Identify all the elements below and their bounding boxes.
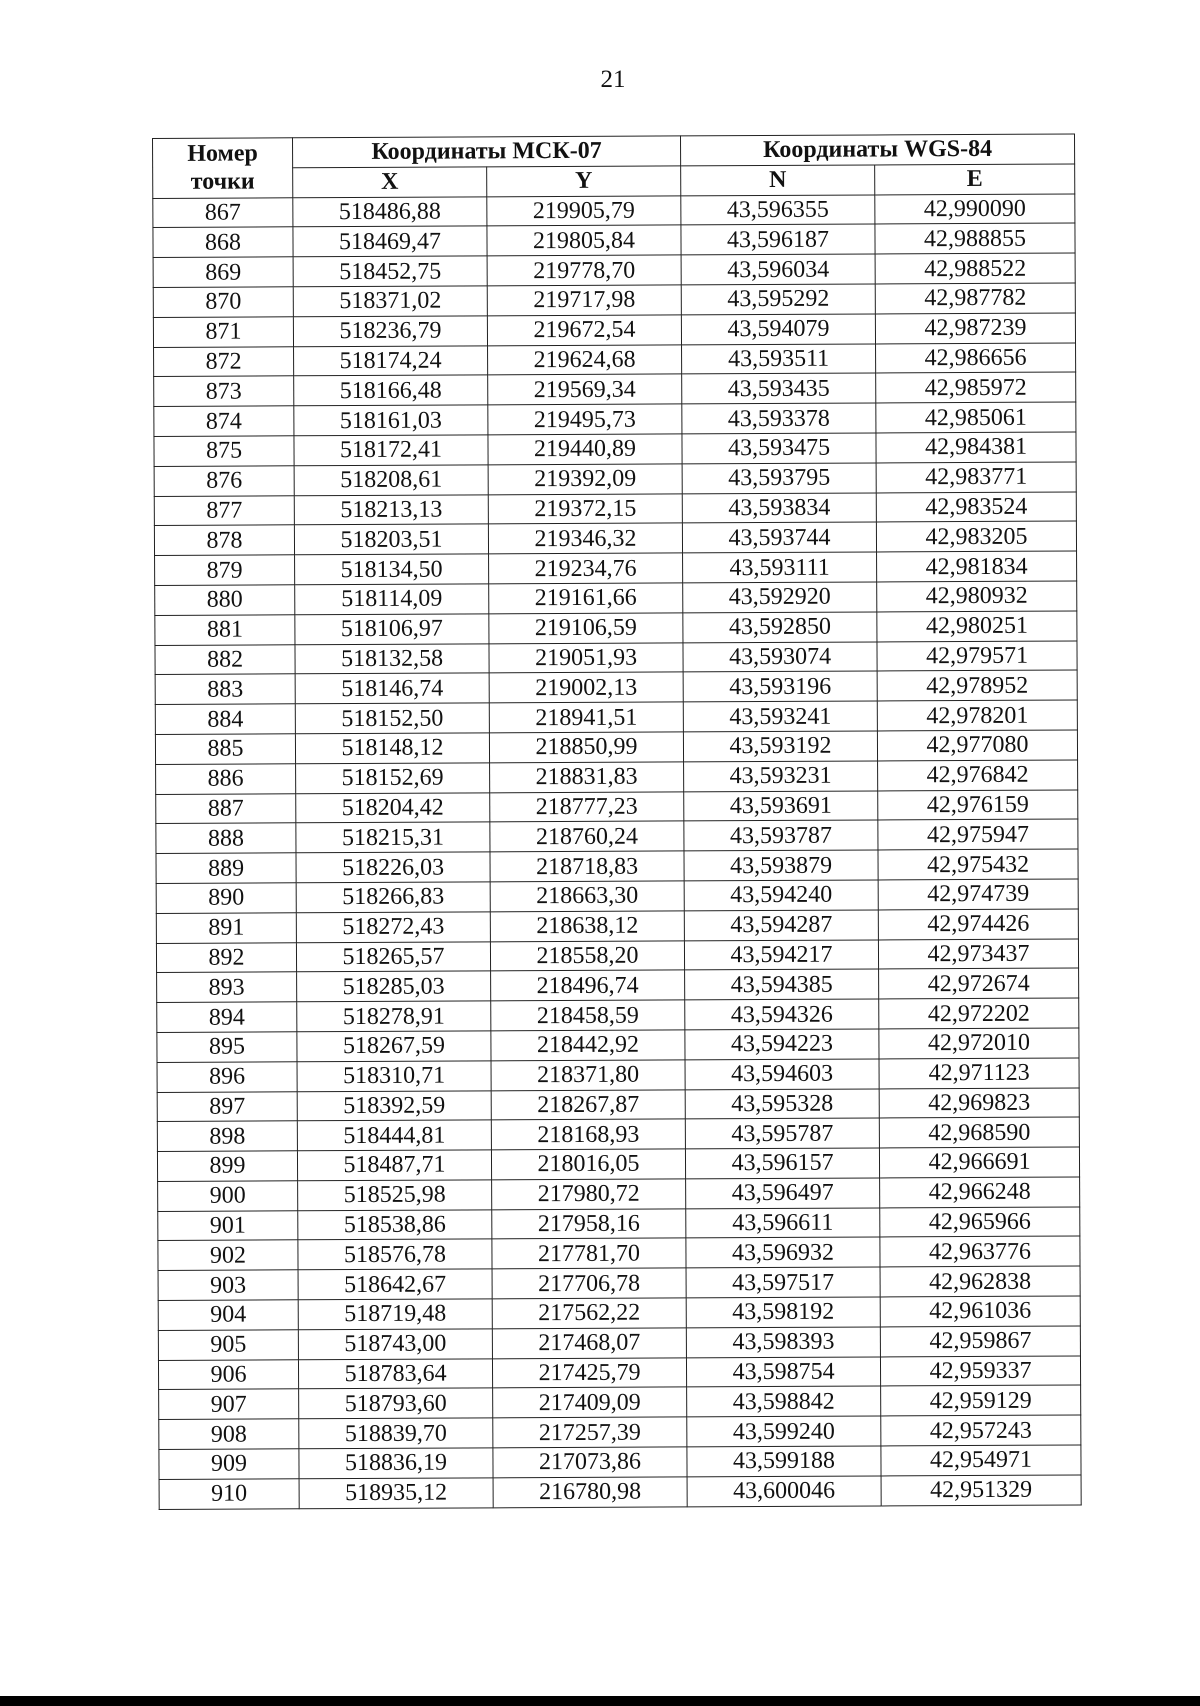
table-row xyxy=(157,998,1079,1032)
cell-e: 42,974739 xyxy=(878,879,1078,910)
cell-y: 218016,05 xyxy=(491,1149,685,1180)
table-row xyxy=(155,551,1077,585)
cell-e: 42,972202 xyxy=(879,998,1079,1029)
table-row xyxy=(154,372,1076,406)
cell-point-number: 906 xyxy=(158,1359,298,1389)
cell-point-number: 901 xyxy=(158,1210,298,1240)
cell-point-number: 903 xyxy=(158,1270,298,1300)
cell-x: 518236,79 xyxy=(293,316,487,347)
table-row xyxy=(156,760,1078,794)
cell-point-number: 904 xyxy=(158,1300,298,1330)
cell-point-number: 900 xyxy=(158,1181,298,1211)
cell-n: 43,593196 xyxy=(683,671,877,702)
cell-e: 42,987782 xyxy=(875,283,1075,314)
cell-x: 518266,83 xyxy=(296,882,490,913)
cell-x: 518146,74 xyxy=(295,673,489,704)
cell-point-number: 877 xyxy=(154,495,294,525)
cell-e: 42,984381 xyxy=(876,432,1076,463)
header-y: Y xyxy=(487,166,681,197)
cell-y: 218371,80 xyxy=(491,1060,685,1091)
cell-point-number: 909 xyxy=(159,1449,299,1479)
cell-x: 518208,61 xyxy=(294,465,488,496)
cell-e: 42,963776 xyxy=(880,1236,1080,1267)
cell-x: 518226,03 xyxy=(296,852,490,883)
cell-y: 218941,51 xyxy=(489,702,683,733)
table-row xyxy=(154,343,1076,377)
cell-point-number: 894 xyxy=(157,1002,297,1032)
table-row xyxy=(156,819,1078,853)
cell-e: 42,980251 xyxy=(877,611,1077,642)
table-row xyxy=(153,194,1075,228)
cell-y: 218850,99 xyxy=(489,732,683,763)
page-number: 21 xyxy=(600,66,626,93)
cell-n: 43,593241 xyxy=(683,701,877,732)
cell-y: 218760,24 xyxy=(490,821,684,852)
cell-y: 217562,22 xyxy=(492,1298,686,1329)
cell-e: 42,988522 xyxy=(875,253,1075,284)
cell-n: 43,593511 xyxy=(682,344,876,375)
cell-x: 518538,86 xyxy=(298,1210,492,1241)
cell-x: 518310,71 xyxy=(297,1061,491,1092)
cell-x: 518172,41 xyxy=(294,435,488,466)
table-row xyxy=(153,223,1075,257)
cell-e: 42,965966 xyxy=(880,1207,1080,1238)
cell-x: 518134,50 xyxy=(295,554,489,585)
cell-e: 42,975432 xyxy=(878,849,1078,880)
cell-y: 218777,23 xyxy=(490,791,684,822)
cell-point-number: 870 xyxy=(153,287,293,317)
cell-y: 218267,87 xyxy=(491,1089,685,1120)
cell-x: 518743,00 xyxy=(298,1329,492,1360)
cell-e: 42,962838 xyxy=(880,1266,1080,1297)
table-row xyxy=(158,1236,1080,1270)
header-msk07-group: Координаты МСК-07 xyxy=(293,136,681,168)
table-row xyxy=(158,1207,1080,1241)
cell-y: 219161,66 xyxy=(489,583,683,614)
cell-n: 43,593787 xyxy=(684,820,878,851)
cell-point-number: 889 xyxy=(156,853,296,883)
cell-point-number: 872 xyxy=(154,346,294,376)
header-n: N xyxy=(681,165,875,196)
cell-n: 43,594079 xyxy=(681,314,875,345)
table-row xyxy=(155,670,1077,704)
cell-x: 518272,43 xyxy=(296,912,490,943)
cell-e: 42,968590 xyxy=(879,1117,1079,1148)
cell-x: 518213,13 xyxy=(294,494,488,525)
cell-y: 217073,86 xyxy=(493,1447,687,1478)
cell-e: 42,959867 xyxy=(880,1326,1080,1357)
cell-n: 43,593795 xyxy=(682,463,876,494)
header-point-number-label: Номер точки xyxy=(187,140,258,196)
cell-point-number: 884 xyxy=(155,704,295,734)
table-row xyxy=(154,402,1076,436)
table-row xyxy=(159,1385,1081,1419)
cell-e: 42,966691 xyxy=(879,1147,1079,1178)
cell-x: 518525,98 xyxy=(298,1180,492,1211)
cell-y: 217468,07 xyxy=(492,1328,686,1359)
cell-n: 43,593879 xyxy=(684,850,878,881)
header-e: E xyxy=(875,164,1075,195)
cell-point-number: 886 xyxy=(156,764,296,794)
table-row xyxy=(158,1177,1080,1211)
cell-point-number: 891 xyxy=(156,913,296,943)
table-row xyxy=(154,432,1076,466)
cell-x: 518203,51 xyxy=(294,524,488,555)
cell-n: 43,593475 xyxy=(682,433,876,464)
cell-point-number: 899 xyxy=(157,1151,297,1181)
cell-n: 43,592850 xyxy=(683,612,877,643)
cell-point-number: 887 xyxy=(156,793,296,823)
cell-y: 218831,83 xyxy=(490,762,684,793)
cell-n: 43,596157 xyxy=(685,1148,879,1179)
scan-edge-bar xyxy=(0,1696,1200,1706)
cell-n: 43,593834 xyxy=(682,493,876,524)
header-x: X xyxy=(293,167,487,198)
cell-e: 42,974426 xyxy=(878,909,1078,940)
cell-e: 42,957243 xyxy=(881,1415,1081,1446)
cell-x: 518152,69 xyxy=(296,763,490,794)
table-row xyxy=(158,1296,1080,1330)
cell-y: 219002,13 xyxy=(489,672,683,703)
cell-y: 217706,78 xyxy=(492,1268,686,1299)
cell-point-number: 905 xyxy=(158,1330,298,1360)
cell-y: 217781,70 xyxy=(492,1238,686,1269)
cell-n: 43,594217 xyxy=(684,939,878,970)
cell-y: 218663,30 xyxy=(490,881,684,912)
cell-e: 42,983524 xyxy=(876,492,1076,523)
cell-e: 42,981834 xyxy=(877,551,1077,582)
cell-e: 42,977080 xyxy=(877,730,1077,761)
cell-y: 217980,72 xyxy=(492,1179,686,1210)
cell-e: 42,985972 xyxy=(876,372,1076,403)
table-row xyxy=(157,1028,1079,1062)
cell-point-number: 885 xyxy=(155,734,295,764)
cell-y: 216780,98 xyxy=(493,1477,687,1508)
cell-n: 43,598754 xyxy=(686,1357,880,1388)
cell-e: 42,983771 xyxy=(876,462,1076,493)
cell-y: 219440,89 xyxy=(488,434,682,465)
cell-x: 518576,78 xyxy=(298,1239,492,1270)
cell-y: 219624,68 xyxy=(488,344,682,375)
table-row xyxy=(156,790,1078,824)
table-row xyxy=(155,611,1077,645)
cell-e: 42,951329 xyxy=(881,1475,1081,1506)
cell-n: 43,593231 xyxy=(684,761,878,792)
cell-y: 219805,84 xyxy=(487,225,681,256)
cell-x: 518215,31 xyxy=(296,822,490,853)
cell-y: 219051,93 xyxy=(489,642,683,673)
cell-x: 518152,50 xyxy=(295,703,489,734)
cell-point-number: 898 xyxy=(157,1121,297,1151)
cell-point-number: 875 xyxy=(154,436,294,466)
cell-y: 219346,32 xyxy=(488,523,682,554)
header-point-number xyxy=(153,138,293,198)
table-row xyxy=(159,1445,1081,1479)
cell-e: 42,983205 xyxy=(876,521,1076,552)
table-row xyxy=(157,1117,1079,1151)
cell-e: 42,973437 xyxy=(878,938,1078,969)
cell-e: 42,980932 xyxy=(877,581,1077,612)
cell-point-number: 873 xyxy=(154,376,294,406)
cell-n: 43,594603 xyxy=(685,1059,879,1090)
cell-n: 43,596034 xyxy=(681,254,875,285)
table-row xyxy=(155,581,1077,615)
cell-n: 43,592920 xyxy=(683,582,877,613)
table-header xyxy=(153,134,1075,198)
cell-x: 518371,02 xyxy=(293,286,487,317)
cell-point-number: 868 xyxy=(153,227,293,257)
cell-n: 43,595328 xyxy=(685,1088,879,1119)
cell-point-number: 878 xyxy=(154,525,294,555)
cell-y: 218718,83 xyxy=(490,851,684,882)
cell-x: 518487,71 xyxy=(297,1150,491,1181)
cell-point-number: 882 xyxy=(155,644,295,674)
cell-x: 518793,60 xyxy=(299,1388,493,1419)
header-wgs84-group: Координаты WGS-84 xyxy=(681,134,1075,166)
coordinates-table xyxy=(152,133,1082,1509)
cell-n: 43,600046 xyxy=(687,1476,881,1507)
cell-point-number: 879 xyxy=(155,555,295,585)
cell-n: 43,598393 xyxy=(686,1327,880,1358)
cell-e: 42,979571 xyxy=(877,641,1077,672)
cell-x: 518174,24 xyxy=(294,345,488,376)
cell-e: 42,978201 xyxy=(877,700,1077,731)
table-row xyxy=(158,1326,1080,1360)
cell-x: 518267,59 xyxy=(297,1031,491,1062)
cell-point-number: 869 xyxy=(153,257,293,287)
cell-e: 42,975947 xyxy=(878,819,1078,850)
cell-n: 43,594240 xyxy=(684,880,878,911)
cell-point-number: 892 xyxy=(156,942,296,972)
cell-point-number: 908 xyxy=(159,1419,299,1449)
cell-y: 219569,34 xyxy=(488,374,682,405)
cell-n: 43,594223 xyxy=(685,1029,879,1060)
cell-x: 518204,42 xyxy=(296,792,490,823)
cell-n: 43,597517 xyxy=(686,1267,880,1298)
cell-y: 217409,09 xyxy=(493,1387,687,1418)
cell-n: 43,594326 xyxy=(685,999,879,1030)
cell-y: 217425,79 xyxy=(492,1358,686,1389)
cell-n: 43,595292 xyxy=(681,284,875,315)
cell-y: 218638,12 xyxy=(490,911,684,942)
cell-point-number: 890 xyxy=(156,883,296,913)
cell-n: 43,599188 xyxy=(687,1446,881,1477)
cell-n: 43,596932 xyxy=(686,1237,880,1268)
cell-n: 43,594287 xyxy=(684,910,878,941)
cell-x: 518836,19 xyxy=(299,1448,493,1479)
table-row xyxy=(157,1087,1079,1121)
cell-x: 518161,03 xyxy=(294,405,488,436)
cell-y: 219905,79 xyxy=(487,196,681,227)
cell-n: 43,593111 xyxy=(683,552,877,583)
cell-n: 43,595787 xyxy=(685,1118,879,1149)
cell-x: 518839,70 xyxy=(299,1418,493,1449)
cell-point-number: 883 xyxy=(155,674,295,704)
table-row xyxy=(153,313,1075,347)
cell-n: 43,598842 xyxy=(687,1386,881,1417)
header-row-top xyxy=(153,134,1075,168)
table-body xyxy=(153,194,1081,1510)
cell-point-number: 895 xyxy=(157,1032,297,1062)
table-row xyxy=(154,492,1076,526)
table-row xyxy=(156,938,1078,972)
cell-y: 219717,98 xyxy=(487,285,681,316)
cell-point-number: 902 xyxy=(158,1240,298,1270)
cell-e: 42,969823 xyxy=(879,1087,1079,1118)
cell-n: 43,596611 xyxy=(686,1208,880,1239)
cell-y: 219778,70 xyxy=(487,255,681,286)
cell-e: 42,976842 xyxy=(878,760,1078,791)
cell-y: 219392,09 xyxy=(488,464,682,495)
cell-e: 42,959337 xyxy=(880,1356,1080,1387)
cell-e: 42,985061 xyxy=(876,402,1076,433)
cell-point-number: 896 xyxy=(157,1062,297,1092)
cell-e: 42,954971 xyxy=(881,1445,1081,1476)
cell-x: 518278,91 xyxy=(297,1001,491,1032)
cell-e: 42,986656 xyxy=(876,343,1076,374)
cell-y: 219234,76 xyxy=(489,553,683,584)
cell-x: 518444,81 xyxy=(297,1120,491,1151)
cell-x: 518486,88 xyxy=(293,196,487,227)
cell-x: 518719,48 xyxy=(298,1299,492,1330)
cell-e: 42,978952 xyxy=(877,670,1077,701)
cell-x: 518285,03 xyxy=(297,971,491,1002)
cell-n: 43,593435 xyxy=(682,373,876,404)
cell-y: 218496,74 xyxy=(491,970,685,1001)
table-row xyxy=(155,700,1077,734)
cell-e: 42,971123 xyxy=(879,1058,1079,1089)
cell-y: 219672,54 xyxy=(487,315,681,346)
table-row xyxy=(155,641,1077,675)
table-row xyxy=(156,879,1078,913)
table-row xyxy=(154,462,1076,496)
cell-x: 518469,47 xyxy=(293,226,487,257)
cell-point-number: 893 xyxy=(157,972,297,1002)
cell-e: 42,961036 xyxy=(880,1296,1080,1327)
cell-x: 518132,58 xyxy=(295,643,489,674)
cell-e: 42,976159 xyxy=(878,790,1078,821)
cell-n: 43,596497 xyxy=(686,1178,880,1209)
cell-n: 43,599240 xyxy=(687,1416,881,1447)
cell-y: 218442,92 xyxy=(491,1030,685,1061)
cell-point-number: 881 xyxy=(155,615,295,645)
cell-n: 43,596355 xyxy=(681,195,875,226)
cell-n: 43,593378 xyxy=(682,403,876,434)
cell-x: 518166,48 xyxy=(294,375,488,406)
table-row xyxy=(157,968,1079,1002)
table-row xyxy=(153,253,1075,287)
cell-x: 518392,59 xyxy=(297,1090,491,1121)
cell-n: 43,596187 xyxy=(681,224,875,255)
cell-y: 218558,20 xyxy=(490,940,684,971)
table-row xyxy=(159,1475,1081,1509)
cell-n: 43,593691 xyxy=(684,790,878,821)
cell-x: 518642,67 xyxy=(298,1269,492,1300)
table-row xyxy=(158,1356,1080,1390)
cell-x: 518114,09 xyxy=(295,584,489,615)
cell-point-number: 888 xyxy=(156,823,296,853)
cell-y: 219106,59 xyxy=(489,613,683,644)
cell-point-number: 874 xyxy=(154,406,294,436)
cell-n: 43,593074 xyxy=(683,642,877,673)
table-row xyxy=(156,849,1078,883)
cell-y: 217257,39 xyxy=(493,1417,687,1448)
table-row xyxy=(159,1415,1081,1449)
cell-point-number: 907 xyxy=(159,1389,299,1419)
cell-y: 218458,59 xyxy=(491,1000,685,1031)
cell-point-number: 880 xyxy=(155,585,295,615)
cell-e: 42,988855 xyxy=(875,223,1075,254)
table-row xyxy=(153,283,1075,317)
table-row xyxy=(158,1266,1080,1300)
cell-e: 42,972674 xyxy=(879,968,1079,999)
cell-x: 518452,75 xyxy=(293,256,487,287)
cell-y: 219372,15 xyxy=(488,493,682,524)
cell-y: 218168,93 xyxy=(491,1119,685,1150)
cell-e: 42,966248 xyxy=(880,1177,1080,1208)
cell-y: 217958,16 xyxy=(492,1209,686,1240)
cell-point-number: 876 xyxy=(154,466,294,496)
table-row xyxy=(157,1058,1079,1092)
cell-e: 42,990090 xyxy=(875,194,1075,225)
cell-point-number: 867 xyxy=(153,197,293,227)
cell-n: 43,593744 xyxy=(682,522,876,553)
table-row xyxy=(154,521,1076,555)
table-row xyxy=(157,1147,1079,1181)
table-row xyxy=(156,909,1078,943)
cell-x: 518935,12 xyxy=(299,1478,493,1509)
cell-point-number: 871 xyxy=(153,317,293,347)
cell-e: 42,959129 xyxy=(881,1385,1081,1416)
table-row xyxy=(155,730,1077,764)
cell-point-number: 910 xyxy=(159,1479,299,1509)
cell-e: 42,987239 xyxy=(875,313,1075,344)
cell-x: 518265,57 xyxy=(296,941,490,972)
cell-n: 43,598192 xyxy=(686,1297,880,1328)
cell-n: 43,593192 xyxy=(683,731,877,762)
cell-x: 518106,97 xyxy=(295,614,489,645)
cell-e: 42,972010 xyxy=(879,1028,1079,1059)
cell-x: 518783,64 xyxy=(298,1359,492,1390)
cell-y: 219495,73 xyxy=(488,404,682,435)
cell-n: 43,594385 xyxy=(685,969,879,1000)
cell-x: 518148,12 xyxy=(295,733,489,764)
cell-point-number: 897 xyxy=(157,1091,297,1121)
